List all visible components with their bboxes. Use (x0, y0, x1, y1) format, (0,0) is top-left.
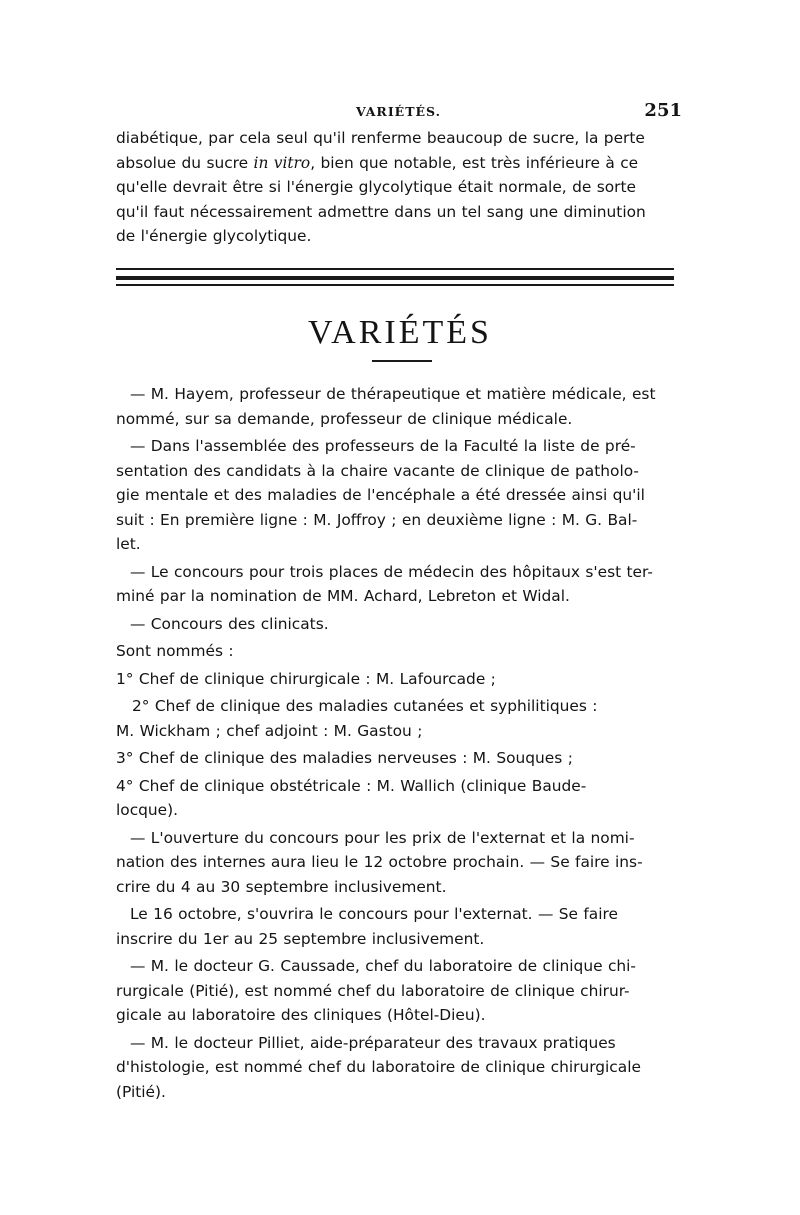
news-item (116, 434, 691, 557)
news-item (116, 826, 691, 900)
news-item (116, 746, 691, 771)
text-line: 1° Chef de clinique chirurgicale : M. Lafourcade ; (116, 669, 496, 688)
text-line: d'histologie, est nommé chef du laboratoire de clinique chirurgicale (116, 1058, 641, 1076)
separator-rule-top (116, 268, 674, 270)
news-item (116, 612, 691, 637)
text-line: inscrire du 1er au 25 septembre inclusivement. (116, 929, 485, 948)
text-line: gie mentale et des maladies de l'encéphale a été dressée ainsi qu'il (116, 486, 645, 504)
news-item (116, 902, 691, 951)
text-line: nation des internes aura lieu le 12 octobre prochain. — Se faire ins- (116, 853, 643, 871)
text-line: nommé, sur sa demande, professeur de clinique médicale. (116, 409, 573, 428)
title-underline (372, 360, 432, 362)
text-line: — L'ouverture du concours pour les prix de l'externat et la nomi- (130, 828, 635, 847)
text-line: miné par la nomination de MM. Achard, Lebreton et Widal. (116, 587, 570, 605)
text-line: let. (116, 535, 141, 553)
news-item (116, 382, 691, 431)
text-line: absolue du sucre in vitro, bien que notable, est très inférieure à ce (116, 153, 639, 172)
text-line: 2° Chef de clinique des maladies cutanées et syphilitiques : (132, 697, 598, 715)
text-line: — Le concours pour trois places de médecin des hôpitaux s'est ter- (130, 562, 653, 581)
text-line: M. Wickham ; chef adjoint : M. Gastou ; (116, 721, 423, 740)
text-line: 4° Chef de clinique obstétricale : M. Wallich (clinique Baude- (116, 776, 587, 795)
text-line: diabétique, par cela seul qu'il renferme beaucoup de sucre, la perte (116, 129, 645, 147)
text-line: — Concours des clinicats. (130, 614, 329, 633)
text-line: suit : En première ligne : M. Joffroy ; en deuxième ligne : M. G. Bal- (116, 510, 638, 529)
news-item (116, 639, 691, 664)
text-line: locque). (116, 801, 179, 819)
text-line: qu'il faut nécessairement admettre dans un tel sang une diminution (116, 202, 646, 221)
text-line: rurgicale (Pitié), est nommé chef du laboratoire de clinique chirur- (116, 981, 630, 1000)
text-line: 3° Chef de clinique des maladies nerveuses : M. Souques ; (116, 749, 573, 767)
section-title: VARIÉTÉS (308, 314, 492, 351)
page-number: 251 (644, 100, 682, 121)
text-line: — M. Hayem, professeur de thérapeutique et matière médicale, est (130, 385, 656, 403)
text-line: Sont nommés : (116, 642, 234, 660)
news-item (116, 1031, 691, 1105)
text-line: gicale au laboratoire des cliniques (Hôtel-Dieu). (116, 1006, 486, 1024)
text-line: — M. le docteur G. Caussade, chef du laboratoire de clinique chi- (130, 957, 636, 975)
italic-phrase: in vitro (253, 153, 311, 172)
text-line: crire du 4 au 30 septembre inclusivement. (116, 877, 447, 896)
text-line: — Dans l'assemblée des professeurs de la Faculté la liste de pré- (130, 437, 636, 455)
news-item (116, 667, 691, 692)
text-line: qu'elle devrait être si l'énergie glycolytique était normale, de sorte (116, 178, 636, 196)
page-header (114, 102, 684, 124)
news-item (116, 560, 691, 609)
text-line: de l'énergie glycolytique. (116, 227, 312, 245)
running-title: VARIÉTÉS. (356, 104, 441, 119)
text-line: — M. le docteur Pilliet, aide-préparateur des travaux pratiques (130, 1033, 616, 1052)
news-item (116, 774, 691, 823)
separator-rule-thick (116, 276, 674, 280)
news-item (116, 954, 691, 1028)
text-line: (Pitié). (116, 1082, 166, 1101)
separator-rule-bottom (116, 284, 674, 286)
news-item (116, 694, 691, 743)
text-line: Le 16 octobre, s'ouvrira le concours pour l'externat. — Se faire (130, 905, 618, 923)
text-line: sentation des candidats à la chaire vacante de clinique de patholo- (116, 461, 639, 480)
continuation-paragraph (116, 126, 684, 249)
news-items (116, 382, 691, 1107)
